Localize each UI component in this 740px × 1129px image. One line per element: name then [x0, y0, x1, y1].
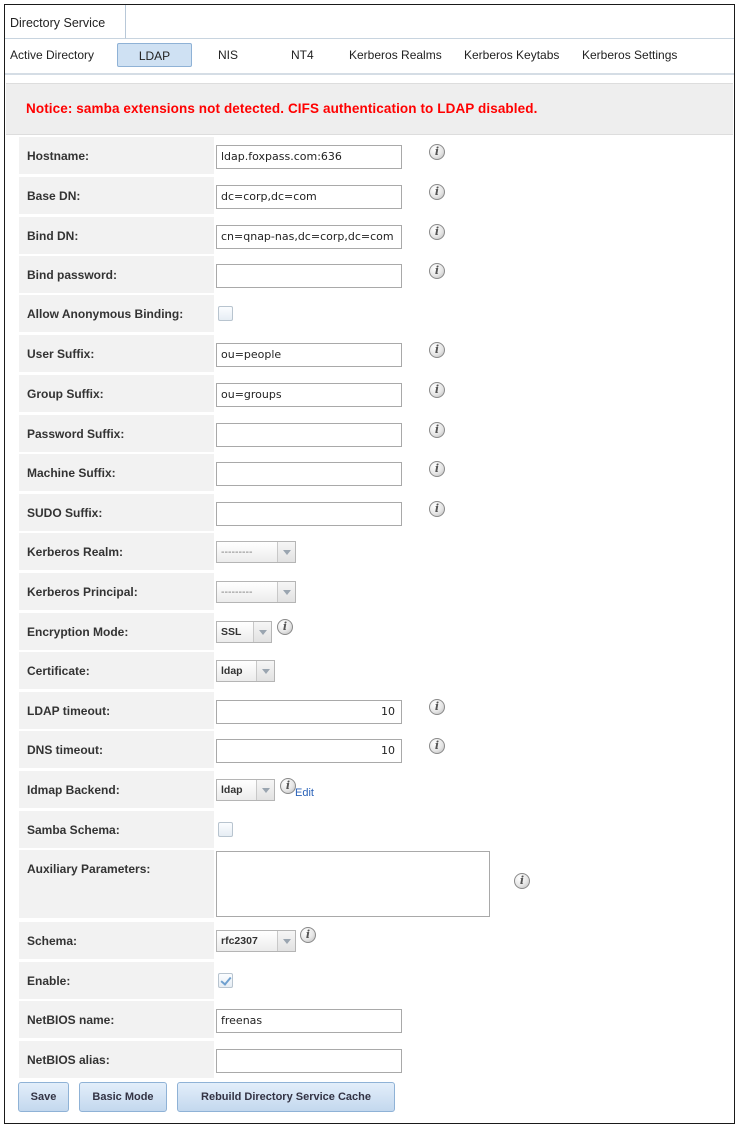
netbios-name-label: NetBIOS name:: [27, 1013, 115, 1027]
machine-suffix-input[interactable]: [216, 462, 402, 486]
ldap-timeout-label: LDAP timeout:: [27, 704, 111, 718]
subtab-ldap[interactable]: LDAP: [117, 43, 192, 67]
kerberos-principal-label: Kerberos Principal:: [27, 585, 138, 599]
subtab-divider: [5, 73, 734, 75]
info-icon[interactable]: i: [277, 619, 293, 635]
info-icon[interactable]: i: [429, 382, 445, 398]
kerberos-principal-value: ---------: [221, 586, 253, 598]
info-icon[interactable]: i: [429, 342, 445, 358]
base-dn-label: Base DN:: [27, 189, 81, 203]
chevron-down-icon: [256, 780, 274, 800]
certificate-value: ldap: [221, 665, 243, 677]
allow-anonymous-binding-checkbox[interactable]: [218, 306, 233, 321]
subtab-kerberos-keytabs[interactable]: Kerberos Keytabs: [464, 48, 560, 62]
info-icon[interactable]: i: [429, 263, 445, 279]
samba-schema-checkbox[interactable]: [218, 822, 233, 837]
chevron-down-icon: [277, 582, 295, 602]
hostname-label: Hostname:: [27, 149, 90, 163]
info-icon[interactable]: i: [429, 144, 445, 160]
info-icon[interactable]: i: [429, 461, 445, 477]
chevron-down-icon: [253, 622, 271, 642]
base-dn-input[interactable]: dc=corp,dc=com: [216, 185, 402, 209]
idmap-backend-label: Idmap Backend:: [27, 783, 120, 797]
encryption-mode-value: SSL: [221, 626, 242, 638]
machine-suffix-label: Machine Suffix:: [27, 466, 116, 480]
bind-dn-label: Bind DN:: [27, 229, 79, 243]
subtab-kerberos-settings[interactable]: Kerberos Settings: [582, 48, 678, 62]
schema-value: rfc2307: [221, 935, 258, 947]
auxiliary-parameters-textarea[interactable]: [216, 851, 490, 917]
netbios-alias-label: NetBIOS alias:: [27, 1053, 110, 1067]
chevron-down-icon: [277, 931, 295, 951]
user-suffix-input[interactable]: ou=people: [216, 343, 402, 367]
dns-timeout-input[interactable]: 10: [216, 739, 402, 763]
certificate-label: Certificate:: [27, 664, 90, 678]
info-icon[interactable]: i: [429, 224, 445, 240]
kerberos-realm-label: Kerberos Realm:: [27, 545, 124, 559]
info-icon[interactable]: i: [514, 873, 530, 889]
chevron-down-icon: [277, 542, 295, 562]
tab-directory-service[interactable]: Directory Service: [5, 5, 126, 39]
samba-notice: Notice: samba extensions not detected. CIFS authentication to LDAP disabled.: [6, 83, 733, 135]
info-icon[interactable]: i: [429, 501, 445, 517]
idmap-edit-link[interactable]: Edit: [295, 787, 314, 799]
subtab-kerberos-realms[interactable]: Kerberos Realms: [349, 48, 442, 62]
auxiliary-parameters-label: Auxiliary Parameters:: [27, 862, 151, 876]
info-icon[interactable]: i: [300, 927, 316, 943]
sudo-suffix-input[interactable]: [216, 502, 402, 526]
group-suffix-input[interactable]: ou=groups: [216, 383, 402, 407]
idmap-backend-value: ldap: [221, 784, 243, 796]
user-suffix-label: User Suffix:: [27, 347, 95, 361]
label-cell: [19, 850, 214, 918]
netbios-alias-input[interactable]: [216, 1049, 402, 1073]
enable-label: Enable:: [27, 974, 71, 988]
encryption-mode-label: Encryption Mode:: [27, 625, 129, 639]
bind-dn-input[interactable]: cn=qnap-nas,dc=corp,dc=com: [216, 225, 402, 249]
kerberos-realm-select[interactable]: [216, 541, 296, 563]
chevron-down-icon: [256, 661, 274, 681]
certificate-select[interactable]: [216, 660, 275, 682]
allow-anonymous-binding-label: Allow Anonymous Binding:: [27, 307, 184, 321]
bind-password-input[interactable]: [216, 264, 402, 288]
info-icon[interactable]: i: [280, 778, 296, 794]
password-suffix-input[interactable]: [216, 423, 402, 447]
save-button[interactable]: Save: [18, 1082, 69, 1112]
subtab-nis[interactable]: NIS: [218, 48, 239, 62]
basic-mode-button[interactable]: Basic Mode: [79, 1082, 167, 1112]
info-icon[interactable]: i: [429, 422, 445, 438]
ldap-settings-window: [4, 4, 735, 1124]
hostname-input[interactable]: ldap.foxpass.com:636: [216, 145, 402, 169]
encryption-mode-select[interactable]: [216, 621, 272, 643]
info-icon[interactable]: i: [429, 738, 445, 754]
kerberos-realm-value: ---------: [221, 546, 253, 558]
password-suffix-label: Password Suffix:: [27, 427, 125, 441]
idmap-backend-select[interactable]: [216, 779, 275, 801]
subtab-nt4[interactable]: NT4: [291, 48, 314, 62]
enable-checkbox[interactable]: [218, 973, 233, 988]
info-icon[interactable]: i: [429, 184, 445, 200]
subtab-bar: [5, 39, 734, 71]
netbios-name-input[interactable]: freenas: [216, 1009, 402, 1033]
schema-select[interactable]: [216, 930, 296, 952]
bind-password-label: Bind password:: [27, 268, 118, 282]
subtab-active-directory[interactable]: Active Directory: [10, 48, 95, 62]
dns-timeout-label: DNS timeout:: [27, 743, 103, 757]
kerberos-principal-select[interactable]: [216, 581, 296, 603]
schema-label: Schema:: [27, 934, 78, 948]
sudo-suffix-label: SUDO Suffix:: [27, 506, 103, 520]
rebuild-cache-button[interactable]: Rebuild Directory Service Cache: [177, 1082, 395, 1112]
samba-schema-label: Samba Schema:: [27, 823, 120, 837]
info-icon[interactable]: i: [429, 699, 445, 715]
ldap-timeout-input[interactable]: 10: [216, 700, 402, 724]
group-suffix-label: Group Suffix:: [27, 387, 104, 401]
